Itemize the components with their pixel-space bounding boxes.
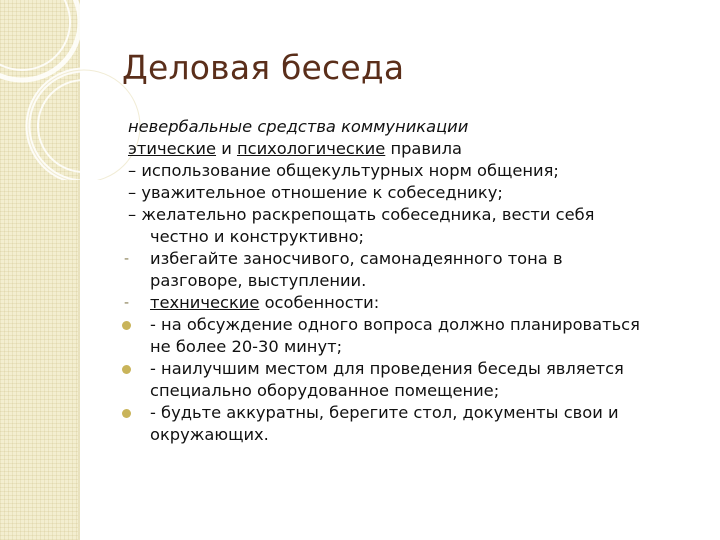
technical-rest: особенности: bbox=[259, 293, 380, 312]
bullet-item bbox=[128, 358, 698, 402]
slide-title: Деловая беседа bbox=[122, 48, 405, 87]
bullet-item bbox=[128, 402, 698, 446]
list-item: – уважительное отношение к собеседнику; bbox=[128, 183, 503, 202]
bullet-icon bbox=[122, 409, 131, 418]
bullet-line: не более 20-30 минут; bbox=[150, 337, 343, 356]
list-item bbox=[124, 292, 698, 314]
bullet-line: окружающих. bbox=[150, 425, 269, 444]
list-item-line: – желательно раскрепощать собеседника, вести себя bbox=[128, 205, 595, 224]
bullet-line: - на обсуждение одного вопроса должно планироваться bbox=[150, 315, 640, 334]
bullet-item bbox=[128, 314, 698, 358]
technical-word: технические bbox=[150, 293, 260, 312]
slide-body bbox=[124, 116, 698, 446]
bullet-icon bbox=[122, 321, 131, 330]
psychological-word: психологические bbox=[236, 139, 386, 158]
list-item-line: разговоре, выступлении. bbox=[150, 271, 367, 290]
list-item bbox=[124, 248, 698, 292]
and-word: и bbox=[216, 139, 237, 158]
dash-marker-icon: - bbox=[124, 251, 130, 267]
bullet-line: - будьте аккуратны, берегите стол, документы свои и bbox=[150, 403, 619, 422]
list-item-line: честно и конструктивно; bbox=[150, 227, 365, 246]
list-item bbox=[128, 204, 698, 248]
ethical-word: этические bbox=[128, 139, 217, 158]
rules-word: правила bbox=[385, 139, 462, 158]
bullet-line: специально оборудованное помещение; bbox=[150, 381, 500, 400]
bullet-icon bbox=[122, 365, 131, 374]
bullet-line: - наилучшим местом для проведения беседы является bbox=[150, 359, 624, 378]
dash-marker-icon: - bbox=[124, 295, 130, 311]
rules-heading bbox=[128, 138, 698, 160]
list-item: – использование общекультурных норм общения; bbox=[128, 161, 559, 180]
list-item-line: избегайте заносчивого, самонадеянного тона в bbox=[150, 249, 563, 268]
nonverbal-heading: невербальные средства коммуникации bbox=[128, 117, 469, 136]
